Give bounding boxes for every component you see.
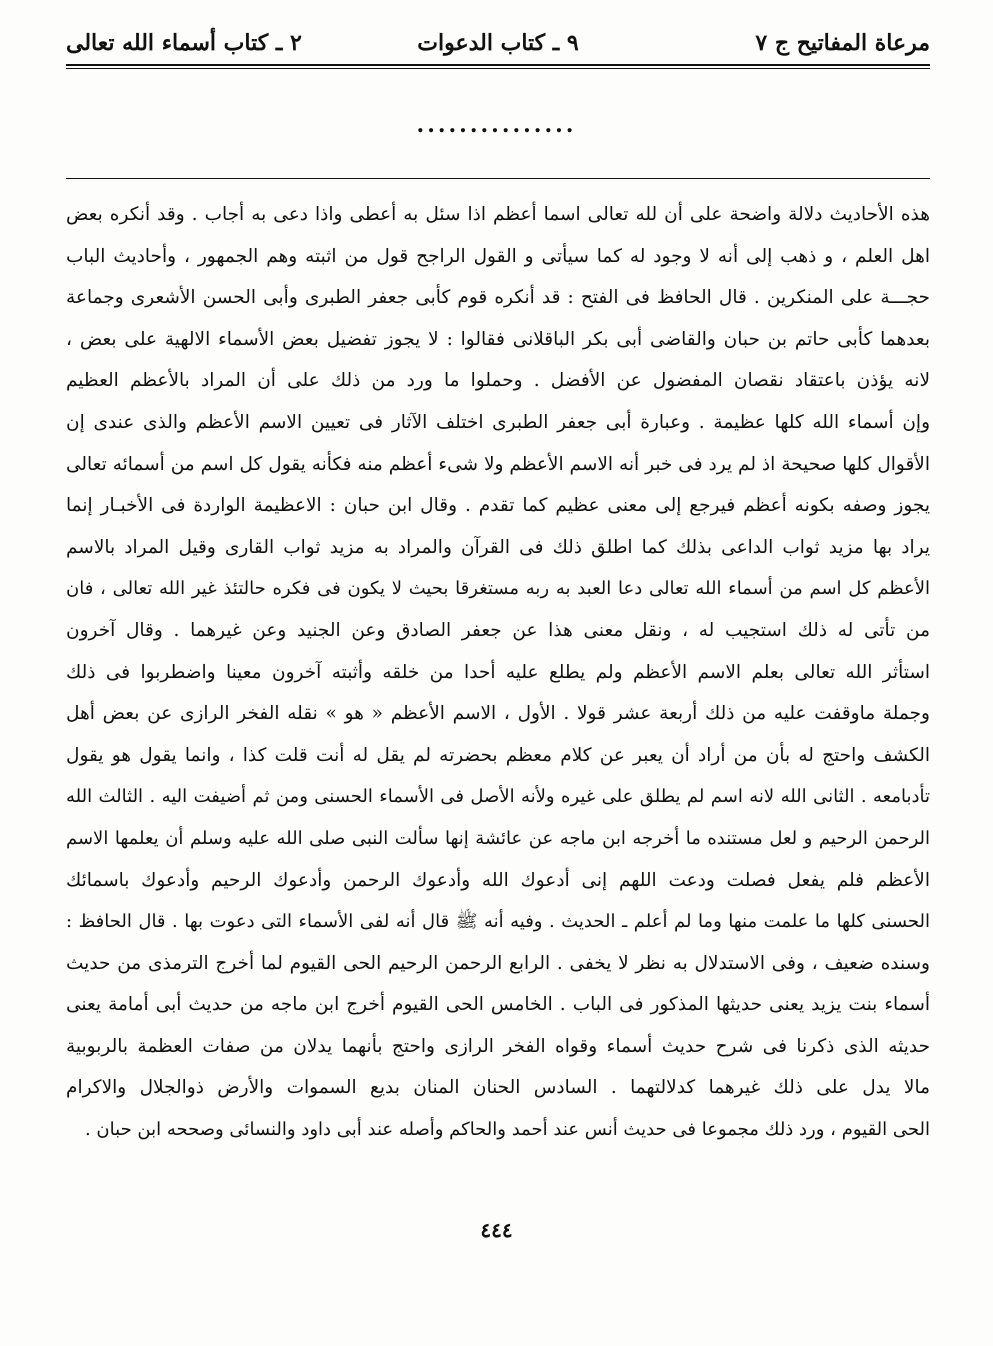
text-line: الأعظم فلم يفعل فصلت ودعت اللهم إنى أدعوك الله وأدعوك الرحمن وأدعوك الرحيم وأدعوك باسمائك: [66, 869, 930, 891]
header-divider-thin: [66, 68, 930, 69]
main-text: [66, 194, 930, 1151]
header-section: ٢ ـ كتاب أسماء الله تعالى: [66, 30, 302, 56]
text-line: الأعظم كل اسم من أسماء الله تعالى دعا العبد به ربه مستغرقا بحيث لا يكون فى فكره حالتئذ غير الله تعالى ، فان: [66, 578, 930, 600]
text-line: وسنده ضعيف ، وفى الاستدلال به نظر لا يخفى . الرابع الرحمن الرحيم الحى القيوم لما أخرج الترمذى من حديث: [66, 952, 930, 974]
text-line: وإن أسماء الله كلها عظيمة . وعبارة أبى جعفر الطبرى اختلف الآثار فى تعيين الاسم الأعظم والذى عندى إن: [66, 411, 930, 433]
header-divider: [66, 64, 930, 66]
text-line: أسماء بنت يزيد يعنى حديثها المذكور فى الباب . الخامس الحى القيوم أخرج ابن ماجه من حديث أبى أمامة يعنى: [66, 994, 930, 1016]
text-line: هذه الأحاديث دلالة واضحة على أن لله تعالى اسما أعظم اذا سئل به أعطى واذا دعى به أجاب . وقد أنكره بعض: [66, 204, 930, 225]
text-line: الكشف واحتج له بأن من أراد أن يعبر عن كلام معظم بحضرته لم يقل له أنت قلت كذا ، وانما يقول هو يقول: [66, 744, 930, 766]
text-line: تأدبامعه . الثانى الله لانه اسم لم يطلق على غيره ولأنه الأصل فى الأسماء الحسنى ومن ثم أضيفت اليه . الثالث الله: [66, 786, 930, 808]
page-number: ٤٤٤: [480, 1218, 513, 1242]
text-line: الحسنى كلها ما علمت منها وما لم أعلم ـ الحديث . وفيه أنه ﷺ قال أنه لفى الأسماء التى دعوت بها . قال الحافظ :: [66, 911, 930, 933]
text-line: وجملة ماوقفت عليه من ذلك أربعة عشر قولا . الأول ، الاسم الأعظم « هو » نقله الفخر الرازى عن بعض أهل: [66, 703, 930, 725]
text-line: حديثه الذى ذكرنا فى شرح حديث أسماء وقواه الفخر الرازى واحتج بأنهما يدلان من صفات العظمة بالربوبية: [66, 1035, 930, 1057]
header-chapter: ٩ ـ كتاب الدعوات: [417, 30, 579, 56]
text-line: مالا يدل على ذلك غيرهما كدلالتهما . السادس الحنان المنان بديع السموات والأرض ذوالجلال والاكرام: [66, 1077, 930, 1099]
text-line: يجوز وصفه بكونه أعظم فيرجع إلى معنى عظيم كما تقدم . وقال ابن حبان : الاعظيمة الواردة فى الأخبـار إنما: [66, 495, 930, 517]
text-line: الأقوال كلها صحيحة اذ لم يرد فى خبر أنه الاسم الأعظم ولا شىء أعظم منه فكأنه يقول كل اسم من أسمائه تعالى: [66, 453, 930, 475]
text-line: بعدهما كأبى حاتم بن حبان والقاضى أبى بكر الباقلانى فقالوا : لا يجوز تفضيل بعض الأسماء الالهية على بعض ،: [66, 328, 930, 350]
text-line: الحى القيوم ، ورد ذلك مجموعا فى حديث أنس عند أحمد والحاكم وأصله عند أبى داود والنسائى وصححه ابن حبان .: [84, 1119, 930, 1141]
text-line: حجـــة على المنكرين . قال الحافظ فى الفتح : قد أنكره قوم كأبى جعفر الطبرى وأبى الحسن الأشعرى وجماعة: [66, 287, 930, 309]
text-divider: [66, 178, 930, 179]
section-separator: ...............: [416, 112, 577, 138]
text-line: الرحمن الرحيم و لعل مستنده ما أخرجه ابن ماجه عن عائشة إنها سألت النبى صلى الله عليه وسلم أن يعلمها الاسم: [66, 827, 930, 849]
text-line: لانه يؤذن باعتقاد نقصان المفضول عن الأفضل . وحملوا ما ورد من ذلك على أن المراد بالأعظم العظيم: [66, 370, 930, 392]
running-header: [66, 26, 930, 62]
text-line: يراد بها مزيد ثواب الداعى بذلك كما اطلق ذلك فى القرآن والمراد به مزيد ثواب القارى وقيل المراد بالاسم: [66, 536, 930, 558]
text-line: استأثر الله تعالى بعلم الاسم الأعظم ولم يطلع عليه أحدا من خلقه وأثبته آخرون معينا واضطربوا فى ذلك: [66, 661, 930, 683]
text-line: اهل العلم ، و ذهب إلى أنه لا وجود له كما سيأتى و القول الراجح قول من اثبته وهم الجمهور ، وأحاديث الباب: [66, 245, 930, 267]
header-book-title: مرعاة المفاتيح ج ٧: [755, 30, 930, 56]
text-line: من تأتى له ذلك استجيب له ، ونقل معنى هذا عن جعفر الصادق وعن الجنيد وعن غيرهما . وقال آخرون: [66, 619, 930, 641]
